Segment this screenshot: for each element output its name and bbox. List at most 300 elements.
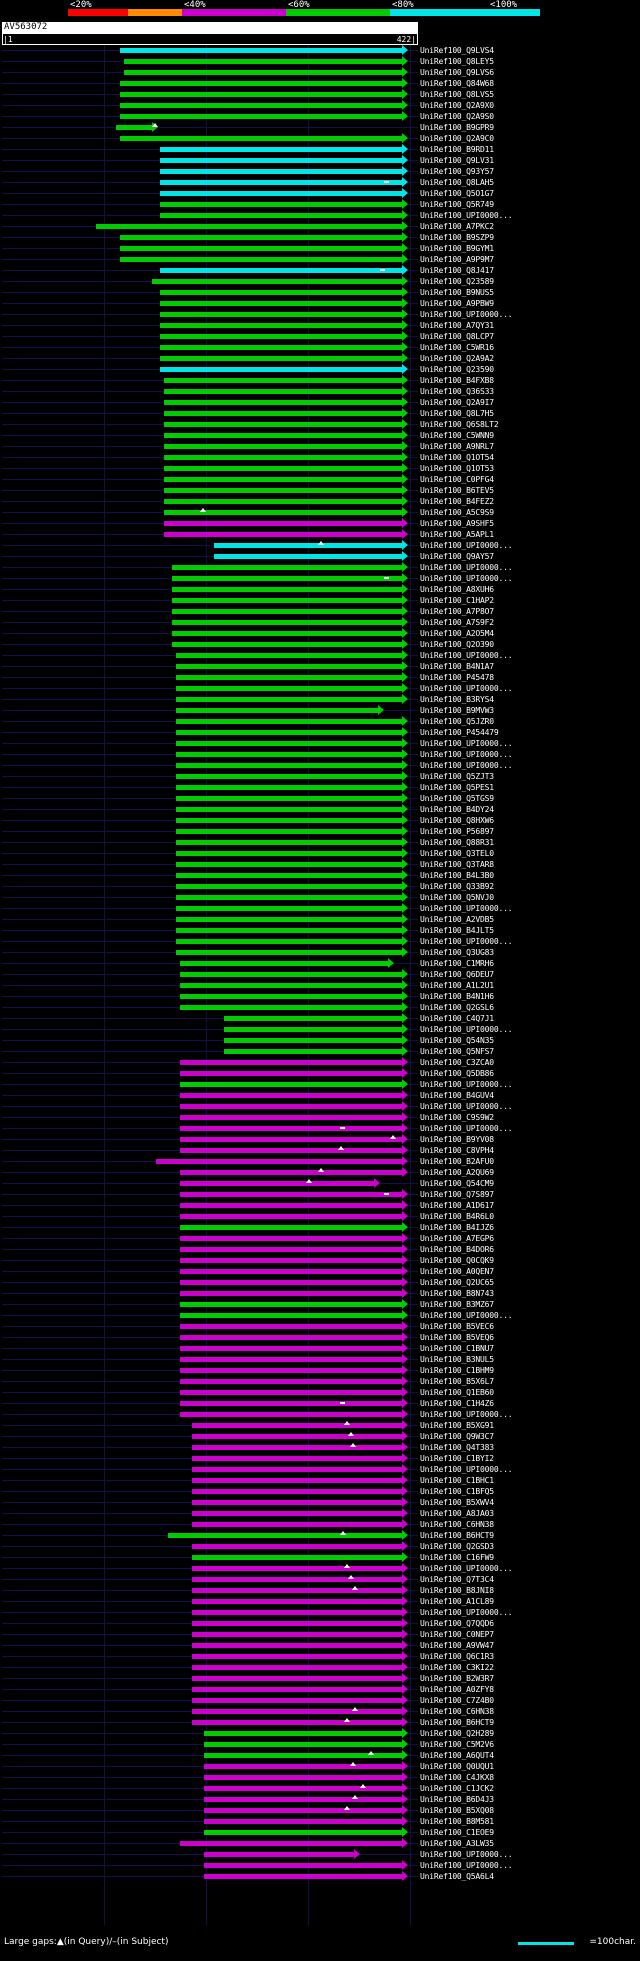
hit-bar[interactable] bbox=[192, 1555, 402, 1560]
hit-bar[interactable] bbox=[96, 224, 402, 229]
hit-bar[interactable] bbox=[176, 675, 402, 680]
hit-bar[interactable] bbox=[180, 1324, 402, 1329]
hit-row[interactable] bbox=[0, 474, 640, 485]
hit-row[interactable] bbox=[0, 1640, 640, 1651]
hit-label[interactable]: UniRef100_Q23590 bbox=[420, 365, 494, 374]
hit-row[interactable] bbox=[0, 166, 640, 177]
hit-label[interactable]: UniRef100_Q7S897 bbox=[420, 1190, 494, 1199]
hit-label[interactable]: UniRef100_P45478 bbox=[420, 673, 494, 682]
hit-row[interactable] bbox=[0, 881, 640, 892]
hit-bar[interactable] bbox=[180, 1181, 374, 1186]
hit-label[interactable]: UniRef100_B5VEC6 bbox=[420, 1322, 494, 1331]
hit-row[interactable] bbox=[0, 1618, 640, 1629]
hit-label[interactable]: UniRef100_B6HCT9 bbox=[420, 1531, 494, 1540]
hit-bar[interactable] bbox=[176, 829, 402, 834]
hit-label[interactable]: UniRef100_A0QEN7 bbox=[420, 1267, 494, 1276]
hit-bar[interactable] bbox=[176, 774, 402, 779]
hit-label[interactable]: UniRef100_A9VW47 bbox=[420, 1641, 494, 1650]
hit-row[interactable] bbox=[0, 1277, 640, 1288]
hit-bar[interactable] bbox=[160, 169, 402, 174]
hit-row[interactable] bbox=[0, 1112, 640, 1123]
hit-label[interactable]: UniRef100_B9YV08 bbox=[420, 1135, 494, 1144]
hit-label[interactable]: UniRef100_Q0CQK9 bbox=[420, 1256, 494, 1265]
hit-bar[interactable] bbox=[120, 92, 402, 97]
hit-bar[interactable] bbox=[180, 1291, 402, 1296]
hit-label[interactable]: UniRef100_Q2UC65 bbox=[420, 1278, 494, 1287]
hit-label[interactable]: UniRef100_A7EGP6 bbox=[420, 1234, 494, 1243]
hit-row[interactable] bbox=[0, 1596, 640, 1607]
hit-label[interactable]: UniRef100_UPI0000... bbox=[420, 1080, 513, 1089]
hit-bar[interactable] bbox=[120, 136, 402, 141]
hit-label[interactable]: UniRef100_B8N743 bbox=[420, 1289, 494, 1298]
hit-bar[interactable] bbox=[176, 708, 378, 713]
hit-label[interactable]: UniRef100_B9GPR9 bbox=[420, 123, 494, 132]
hit-bar[interactable] bbox=[160, 367, 402, 372]
hit-row[interactable] bbox=[0, 705, 640, 716]
hit-row[interactable] bbox=[0, 947, 640, 958]
hit-row[interactable] bbox=[0, 320, 640, 331]
hit-label[interactable]: UniRef100_C7Z4B0 bbox=[420, 1696, 494, 1705]
hit-bar[interactable] bbox=[192, 1456, 402, 1461]
hit-bar[interactable] bbox=[204, 1797, 402, 1802]
hit-bar[interactable] bbox=[164, 521, 402, 526]
hit-label[interactable]: UniRef100_UPI0000... bbox=[420, 211, 513, 220]
hit-row[interactable] bbox=[0, 155, 640, 166]
hit-row[interactable] bbox=[0, 1805, 640, 1816]
hit-row[interactable] bbox=[0, 463, 640, 474]
hit-row[interactable] bbox=[0, 133, 640, 144]
hit-bar[interactable] bbox=[172, 587, 402, 592]
hit-label[interactable]: UniRef100_Q9W3C7 bbox=[420, 1432, 494, 1441]
hit-label[interactable]: UniRef100_C8VPH4 bbox=[420, 1146, 494, 1155]
hit-bar[interactable] bbox=[164, 411, 402, 416]
hit-row[interactable] bbox=[0, 1013, 640, 1024]
hit-bar[interactable] bbox=[176, 928, 402, 933]
hit-label[interactable]: UniRef100_C1EOE9 bbox=[420, 1828, 494, 1837]
hit-bar[interactable] bbox=[164, 499, 402, 504]
hit-row[interactable] bbox=[0, 100, 640, 111]
hit-label[interactable]: UniRef100_A5C9S9 bbox=[420, 508, 494, 517]
hit-row[interactable] bbox=[0, 1211, 640, 1222]
hit-row[interactable] bbox=[0, 1090, 640, 1101]
hit-row[interactable] bbox=[0, 661, 640, 672]
hit-label[interactable]: UniRef100_Q6C1R3 bbox=[420, 1652, 494, 1661]
hit-bar[interactable] bbox=[160, 147, 402, 152]
hit-bar[interactable] bbox=[160, 334, 402, 339]
hit-row[interactable] bbox=[0, 1354, 640, 1365]
hit-label[interactable]: UniRef100_UPI0000... bbox=[420, 1025, 513, 1034]
hit-bar[interactable] bbox=[180, 1225, 402, 1230]
hit-row[interactable] bbox=[0, 56, 640, 67]
hit-row[interactable] bbox=[0, 1244, 640, 1255]
hit-label[interactable]: UniRef100_A8JA03 bbox=[420, 1509, 494, 1518]
hit-label[interactable]: UniRef100_Q3TAR8 bbox=[420, 860, 494, 869]
hit-bar[interactable] bbox=[192, 1621, 402, 1626]
hit-bar[interactable] bbox=[160, 191, 402, 196]
hit-label[interactable]: UniRef100_Q1OT53 bbox=[420, 464, 494, 473]
hit-label[interactable]: UniRef100_B4N1H6 bbox=[420, 992, 494, 1001]
hit-label[interactable]: UniRef100_Q93Y57 bbox=[420, 167, 494, 176]
hit-row[interactable] bbox=[0, 639, 640, 650]
hit-label[interactable]: UniRef100_Q5O1G7 bbox=[420, 189, 494, 198]
hit-row[interactable] bbox=[0, 1761, 640, 1772]
hit-label[interactable]: UniRef100_A0ZFY8 bbox=[420, 1685, 494, 1694]
hit-row[interactable] bbox=[0, 650, 640, 661]
hit-label[interactable]: UniRef100_Q2A9A2 bbox=[420, 354, 494, 363]
hit-bar[interactable] bbox=[176, 884, 402, 889]
hit-row[interactable] bbox=[0, 584, 640, 595]
hit-row[interactable] bbox=[0, 353, 640, 364]
hit-row[interactable] bbox=[0, 518, 640, 529]
hit-row[interactable] bbox=[0, 694, 640, 705]
hit-row[interactable] bbox=[0, 1728, 640, 1739]
hit-row[interactable] bbox=[0, 793, 640, 804]
hit-row[interactable] bbox=[0, 1706, 640, 1717]
hit-row[interactable] bbox=[0, 221, 640, 232]
hit-row[interactable] bbox=[0, 1860, 640, 1871]
hit-label[interactable]: UniRef100_Q1OT54 bbox=[420, 453, 494, 462]
hit-bar[interactable] bbox=[192, 1478, 402, 1483]
hit-label[interactable]: UniRef100_C1BNU7 bbox=[420, 1344, 494, 1353]
hit-bar[interactable] bbox=[180, 1170, 402, 1175]
hit-label[interactable]: UniRef100_B4N1A7 bbox=[420, 662, 494, 671]
hit-label[interactable]: UniRef100_UPI0000... bbox=[420, 651, 513, 660]
hit-row[interactable] bbox=[0, 1420, 640, 1431]
hit-label[interactable]: UniRef100_C1BFQ5 bbox=[420, 1487, 494, 1496]
hit-label[interactable]: UniRef100_B9RD11 bbox=[420, 145, 494, 154]
hit-row[interactable] bbox=[0, 1079, 640, 1090]
hit-row[interactable] bbox=[0, 1057, 640, 1068]
hit-row[interactable] bbox=[0, 1046, 640, 1057]
hit-row[interactable] bbox=[0, 683, 640, 694]
hit-bar[interactable] bbox=[180, 1269, 402, 1274]
hit-bar[interactable] bbox=[180, 1247, 402, 1252]
hit-label[interactable]: UniRef100_C4JKX8 bbox=[420, 1773, 494, 1782]
hit-label[interactable]: UniRef100_A9PBW9 bbox=[420, 299, 494, 308]
hit-bar[interactable] bbox=[224, 1049, 402, 1054]
hit-label[interactable]: UniRef100_UPI0000... bbox=[420, 739, 513, 748]
hit-bar[interactable] bbox=[180, 1203, 402, 1208]
hit-label[interactable]: UniRef100_A6QUT4 bbox=[420, 1751, 494, 1760]
hit-label[interactable]: UniRef100_B4DY24 bbox=[420, 805, 494, 814]
hit-bar[interactable] bbox=[120, 81, 402, 86]
hit-label[interactable]: UniRef100_C6HN38 bbox=[420, 1520, 494, 1529]
hit-label[interactable]: UniRef100_Q5PES1 bbox=[420, 783, 494, 792]
hit-bar[interactable] bbox=[180, 1258, 402, 1263]
hit-label[interactable]: UniRef100_Q8LAH5 bbox=[420, 178, 494, 187]
hit-row[interactable] bbox=[0, 441, 640, 452]
hit-row[interactable] bbox=[0, 342, 640, 353]
hit-row[interactable] bbox=[0, 1431, 640, 1442]
hit-bar[interactable] bbox=[160, 202, 402, 207]
hit-label[interactable]: UniRef100_Q54N35 bbox=[420, 1036, 494, 1045]
hit-bar[interactable] bbox=[172, 620, 402, 625]
hit-row[interactable] bbox=[0, 1365, 640, 1376]
hit-row[interactable] bbox=[0, 1739, 640, 1750]
hit-label[interactable]: UniRef100_B6TEV5 bbox=[420, 486, 494, 495]
hit-bar[interactable] bbox=[192, 1522, 402, 1527]
hit-row[interactable] bbox=[0, 1607, 640, 1618]
hit-row[interactable] bbox=[0, 1651, 640, 1662]
hit-label[interactable]: UniRef100_UPI0000... bbox=[420, 750, 513, 759]
hit-bar[interactable] bbox=[172, 642, 402, 647]
hit-label[interactable]: UniRef100_C6HN38 bbox=[420, 1707, 494, 1716]
hit-label[interactable]: UniRef100_P454479 bbox=[420, 728, 499, 737]
hit-row[interactable] bbox=[0, 1134, 640, 1145]
hit-row[interactable] bbox=[0, 925, 640, 936]
hit-row[interactable] bbox=[0, 1200, 640, 1211]
hit-label[interactable]: UniRef100_Q4T383 bbox=[420, 1443, 494, 1452]
hit-label[interactable]: UniRef100_B9GYM1 bbox=[420, 244, 494, 253]
hit-row[interactable] bbox=[0, 1475, 640, 1486]
hit-row[interactable] bbox=[0, 837, 640, 848]
hit-bar[interactable] bbox=[176, 818, 402, 823]
hit-label[interactable]: UniRef100_B8JNI8 bbox=[420, 1586, 494, 1595]
hit-label[interactable]: UniRef100_B3MZ67 bbox=[420, 1300, 494, 1309]
hit-bar[interactable] bbox=[192, 1577, 402, 1582]
hit-label[interactable]: UniRef100_Q2O390 bbox=[420, 640, 494, 649]
hit-label[interactable]: UniRef100_A1D617 bbox=[420, 1201, 494, 1210]
hit-label[interactable]: UniRef100_A7P8O7 bbox=[420, 607, 494, 616]
hit-label[interactable]: UniRef100_Q8LVS5 bbox=[420, 90, 494, 99]
hit-label[interactable]: UniRef100_UPI0000... bbox=[420, 1861, 513, 1870]
hit-bar[interactable] bbox=[192, 1643, 402, 1648]
hit-row[interactable] bbox=[0, 749, 640, 760]
hit-row[interactable] bbox=[0, 1376, 640, 1387]
hit-label[interactable]: UniRef100_P56897 bbox=[420, 827, 494, 836]
hit-row[interactable] bbox=[0, 936, 640, 947]
hit-label[interactable]: UniRef100_A3LW35 bbox=[420, 1839, 494, 1848]
hit-label[interactable]: UniRef100_B9NUS5 bbox=[420, 288, 494, 297]
hit-row[interactable] bbox=[0, 859, 640, 870]
hit-bar[interactable] bbox=[176, 653, 402, 658]
hit-bar[interactable] bbox=[120, 48, 402, 53]
hit-row[interactable] bbox=[0, 1321, 640, 1332]
hit-label[interactable]: UniRef100_A9SHF5 bbox=[420, 519, 494, 528]
hit-bar[interactable] bbox=[192, 1654, 402, 1659]
hit-row[interactable] bbox=[0, 870, 640, 881]
hit-bar[interactable] bbox=[180, 994, 402, 999]
hit-row[interactable] bbox=[0, 815, 640, 826]
hit-label[interactable]: UniRef100_B4FXB8 bbox=[420, 376, 494, 385]
hit-row[interactable] bbox=[0, 1772, 640, 1783]
hit-label[interactable]: UniRef100_B4IJZ6 bbox=[420, 1223, 494, 1232]
hit-row[interactable] bbox=[0, 727, 640, 738]
hit-bar[interactable] bbox=[160, 312, 402, 317]
hit-label[interactable]: UniRef100_UPI0000... bbox=[420, 541, 513, 550]
hit-label[interactable]: UniRef100_UPI0000... bbox=[420, 937, 513, 946]
hit-label[interactable]: UniRef100_Q5R749 bbox=[420, 200, 494, 209]
hit-row[interactable] bbox=[0, 111, 640, 122]
hit-bar[interactable] bbox=[192, 1544, 402, 1549]
hit-bar[interactable] bbox=[192, 1566, 402, 1571]
hit-row[interactable] bbox=[0, 573, 640, 584]
hit-row[interactable] bbox=[0, 45, 640, 56]
hit-row[interactable] bbox=[0, 848, 640, 859]
hit-bar[interactable] bbox=[116, 125, 152, 130]
hit-row[interactable] bbox=[0, 188, 640, 199]
hit-bar[interactable] bbox=[180, 1841, 402, 1846]
hit-bar[interactable] bbox=[192, 1500, 402, 1505]
hit-bar[interactable] bbox=[160, 356, 402, 361]
hit-bar[interactable] bbox=[172, 576, 402, 581]
hit-label[interactable]: UniRef100_Q9LV31 bbox=[420, 156, 494, 165]
hit-bar[interactable] bbox=[124, 59, 402, 64]
hit-label[interactable]: UniRef100_C1BHM9 bbox=[420, 1366, 494, 1375]
hit-row[interactable] bbox=[0, 364, 640, 375]
hit-bar[interactable] bbox=[160, 268, 402, 273]
hit-bar[interactable] bbox=[176, 873, 402, 878]
hit-bar[interactable] bbox=[180, 1280, 402, 1285]
hit-label[interactable]: UniRef100_Q2A9C0 bbox=[420, 134, 494, 143]
hit-row[interactable] bbox=[0, 1299, 640, 1310]
hit-label[interactable]: UniRef100_A9NRL7 bbox=[420, 442, 494, 451]
hit-row[interactable] bbox=[0, 782, 640, 793]
hit-label[interactable]: UniRef100_A1CL89 bbox=[420, 1597, 494, 1606]
hit-label[interactable]: UniRef100_B8M581 bbox=[420, 1817, 494, 1826]
hit-row[interactable] bbox=[0, 496, 640, 507]
hit-bar[interactable] bbox=[180, 1346, 402, 1351]
hit-bar[interactable] bbox=[192, 1467, 402, 1472]
hit-bar[interactable] bbox=[192, 1665, 402, 1670]
hit-bar[interactable] bbox=[180, 1192, 402, 1197]
hit-row[interactable] bbox=[0, 89, 640, 100]
hit-row[interactable] bbox=[0, 331, 640, 342]
hit-bar[interactable] bbox=[180, 1401, 402, 1406]
hit-label[interactable]: UniRef100_A2O5M4 bbox=[420, 629, 494, 638]
hit-label[interactable]: UniRef100_C0NEP7 bbox=[420, 1630, 494, 1639]
hit-bar[interactable] bbox=[180, 1060, 402, 1065]
hit-label[interactable]: UniRef100_B2AFU0 bbox=[420, 1157, 494, 1166]
hit-row[interactable] bbox=[0, 309, 640, 320]
hit-label[interactable]: UniRef100_Q54CM9 bbox=[420, 1179, 494, 1188]
hit-label[interactable]: UniRef100_Q2A9I7 bbox=[420, 398, 494, 407]
hit-label[interactable]: UniRef100_Q2A9S0 bbox=[420, 112, 494, 121]
hit-row[interactable] bbox=[0, 1068, 640, 1079]
hit-bar[interactable] bbox=[176, 862, 402, 867]
hit-bar[interactable] bbox=[120, 114, 402, 119]
hit-row[interactable] bbox=[0, 628, 640, 639]
hit-bar[interactable] bbox=[164, 477, 402, 482]
hit-row[interactable] bbox=[0, 375, 640, 386]
hit-label[interactable]: UniRef100_UPI0000... bbox=[420, 563, 513, 572]
hit-bar[interactable] bbox=[176, 686, 402, 691]
hit-label[interactable]: UniRef100_UPI0000... bbox=[420, 1311, 513, 1320]
hit-label[interactable]: UniRef100_Q2GSD3 bbox=[420, 1542, 494, 1551]
hit-bar[interactable] bbox=[192, 1698, 402, 1703]
hit-bar[interactable] bbox=[176, 895, 402, 900]
hit-row[interactable] bbox=[0, 1453, 640, 1464]
hit-label[interactable]: UniRef100_Q9LVS6 bbox=[420, 68, 494, 77]
hit-row[interactable] bbox=[0, 67, 640, 78]
hit-bar[interactable] bbox=[156, 1159, 402, 1164]
hit-bar[interactable] bbox=[164, 488, 402, 493]
hit-label[interactable]: UniRef100_C9S9W2 bbox=[420, 1113, 494, 1122]
hit-bar[interactable] bbox=[120, 257, 402, 262]
hit-bar[interactable] bbox=[180, 983, 402, 988]
hit-row[interactable] bbox=[0, 210, 640, 221]
hit-label[interactable]: UniRef100_Q5ZJT3 bbox=[420, 772, 494, 781]
hit-label[interactable]: UniRef100_Q8J417 bbox=[420, 266, 494, 275]
hit-bar[interactable] bbox=[204, 1830, 402, 1835]
hit-label[interactable]: UniRef100_UPI0000... bbox=[420, 1608, 513, 1617]
hit-row[interactable] bbox=[0, 1849, 640, 1860]
hit-bar[interactable] bbox=[180, 1005, 402, 1010]
hit-label[interactable]: UniRef100_Q23589 bbox=[420, 277, 494, 286]
hit-label[interactable]: UniRef100_UPI0000... bbox=[420, 1465, 513, 1474]
hit-bar[interactable] bbox=[192, 1709, 402, 1714]
hit-row[interactable] bbox=[0, 1585, 640, 1596]
hit-row[interactable] bbox=[0, 1002, 640, 1013]
hit-row[interactable] bbox=[0, 991, 640, 1002]
hit-bar[interactable] bbox=[176, 719, 402, 724]
hit-row[interactable] bbox=[0, 386, 640, 397]
hit-row[interactable] bbox=[0, 1871, 640, 1882]
hit-label[interactable]: UniRef100_C3ZCA0 bbox=[420, 1058, 494, 1067]
hit-bar[interactable] bbox=[164, 400, 402, 405]
hit-bar[interactable] bbox=[176, 664, 402, 669]
hit-row[interactable] bbox=[0, 1398, 640, 1409]
hit-row[interactable] bbox=[0, 1508, 640, 1519]
hit-bar[interactable] bbox=[192, 1632, 402, 1637]
hit-row[interactable] bbox=[0, 738, 640, 749]
hit-row[interactable] bbox=[0, 1497, 640, 1508]
hit-bar[interactable] bbox=[180, 961, 388, 966]
hit-bar[interactable] bbox=[176, 785, 402, 790]
hit-label[interactable]: UniRef100_Q8HXW6 bbox=[420, 816, 494, 825]
hit-bar[interactable] bbox=[120, 103, 402, 108]
hit-label[interactable]: UniRef100_A1L2U1 bbox=[420, 981, 494, 990]
hit-row[interactable] bbox=[0, 430, 640, 441]
hit-row[interactable] bbox=[0, 507, 640, 518]
hit-bar[interactable] bbox=[176, 796, 402, 801]
hit-label[interactable]: UniRef100_B4L3B0 bbox=[420, 871, 494, 880]
hit-label[interactable]: UniRef100_UPI0000... bbox=[420, 1124, 513, 1133]
hit-label[interactable]: UniRef100_C1MRH6 bbox=[420, 959, 494, 968]
hit-bar[interactable] bbox=[180, 1115, 402, 1120]
hit-bar[interactable] bbox=[176, 906, 402, 911]
hit-label[interactable]: UniRef100_C5M2V6 bbox=[420, 1740, 494, 1749]
hit-row[interactable] bbox=[0, 760, 640, 771]
hit-bar[interactable] bbox=[180, 1368, 402, 1373]
hit-row[interactable] bbox=[0, 903, 640, 914]
hit-label[interactable]: UniRef100_A7QY31 bbox=[420, 321, 494, 330]
hit-row[interactable] bbox=[0, 1827, 640, 1838]
hit-label[interactable]: UniRef100_B9SZP9 bbox=[420, 233, 494, 242]
hit-row[interactable] bbox=[0, 254, 640, 265]
hit-row[interactable] bbox=[0, 144, 640, 155]
hit-row[interactable] bbox=[0, 892, 640, 903]
hit-bar[interactable] bbox=[192, 1423, 402, 1428]
hit-bar[interactable] bbox=[180, 972, 402, 977]
hit-label[interactable]: UniRef100_Q9LVS4 bbox=[420, 46, 494, 55]
hit-bar[interactable] bbox=[176, 752, 402, 757]
hit-row[interactable] bbox=[0, 232, 640, 243]
hit-label[interactable]: UniRef100_A8XUH6 bbox=[420, 585, 494, 594]
hit-row[interactable] bbox=[0, 1233, 640, 1244]
hit-label[interactable]: UniRef100_C1HAP2 bbox=[420, 596, 494, 605]
hit-row[interactable] bbox=[0, 298, 640, 309]
hit-label[interactable]: UniRef100_B9MVW3 bbox=[420, 706, 494, 715]
hit-label[interactable]: UniRef100_Q36S33 bbox=[420, 387, 494, 396]
hit-row[interactable] bbox=[0, 1035, 640, 1046]
hit-row[interactable] bbox=[0, 1717, 640, 1728]
hit-row[interactable] bbox=[0, 969, 640, 980]
hit-row[interactable] bbox=[0, 1750, 640, 1761]
hit-bar[interactable] bbox=[214, 543, 402, 548]
hit-bar[interactable] bbox=[180, 1214, 402, 1219]
hit-bar[interactable] bbox=[168, 1533, 402, 1538]
